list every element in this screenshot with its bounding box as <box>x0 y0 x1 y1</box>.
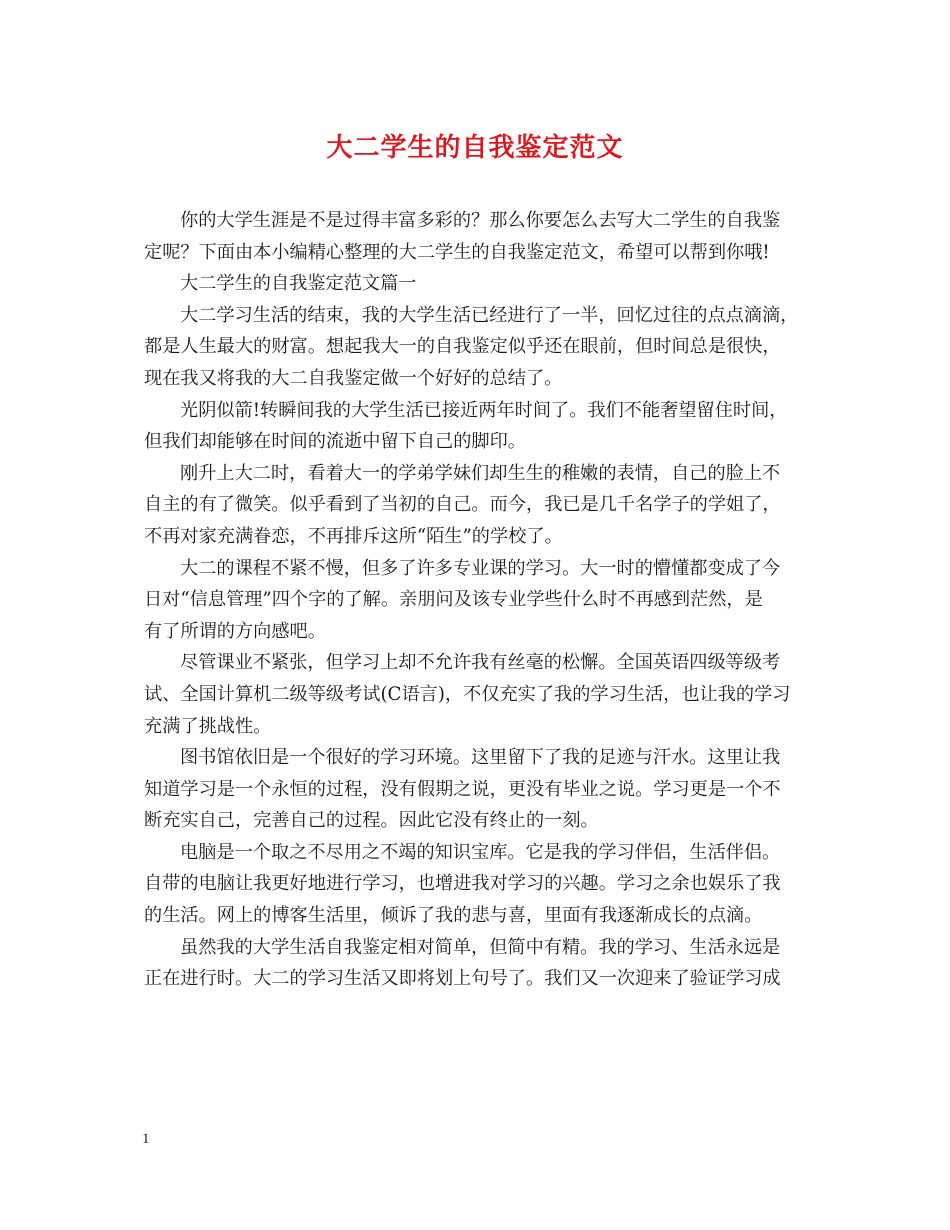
body-text-line: 电脑是一个取之不尽用之不竭的知识宝库。它是我的学习伴侣，生活伴侣。 <box>180 841 781 863</box>
body-text-line: 试、全国计算机二级等级考试(C语言)，不仅充实了我的学习生活，也让我的学习 <box>144 683 791 705</box>
body-text-line: 日对“信息管理”四个字的了解。亲朋问及该专业学些什么时不再感到茫然，是 <box>144 589 763 611</box>
body-text-line: 刚升上大二时，看着大一的学弟学妹们却生生的稚嫩的表情，自己的脸上不 <box>180 462 781 484</box>
document-body <box>144 205 812 995</box>
body-text-line: 图书馆依旧是一个很好的学习环境。这里留下了我的足迹与汗水。这里让我 <box>180 747 781 769</box>
body-text-line: 光阴似箭!转瞬间我的大学生活已接近两年时间了。我们不能奢望留住时间， <box>180 399 788 421</box>
body-text-line: 但我们却能够在时间的流逝中留下自己的脚印。 <box>144 431 526 453</box>
body-text-line: 充满了挑战性。 <box>144 715 272 737</box>
body-text-line: 现在我又将我的大二自我鉴定做一个好好的总结了。 <box>144 367 563 389</box>
body-text-line: 断充实自己，完善自己的过程。因此它没有终止的一刻。 <box>144 810 599 832</box>
body-text-line: 自带的电脑让我更好地进行学习，也增进我对学习的兴趣。学习之余也娱乐了我 <box>144 873 781 895</box>
document-title: 大二学生的自我鉴定范文 <box>326 133 624 163</box>
body-text-line: 尽管课业不紧张，但学习上却不允许我有丝毫的松懈。全国英语四级等级考 <box>180 652 781 674</box>
body-text-line: 你的大学生涯是不是过得丰富多彩的？那么你要怎么去写大二学生的自我鉴 <box>180 210 781 231</box>
body-text-line: 定呢？下面由本小编精心整理的大二学生的自我鉴定范文，希望可以帮到你哦! <box>144 241 770 263</box>
body-text-line: 大二的课程不紧不慢，但多了许多专业课的学习。大一时的懵懂都变成了今 <box>180 557 781 579</box>
body-text-line: 的生活。网上的博客生活里，倾诉了我的悲与喜，里面有我逐渐成长的点滴。 <box>144 905 763 927</box>
body-text-line: 都是人生最大的财富。想起我大一的自我鉴定似乎还在眼前，但时间总是很快， <box>144 336 781 358</box>
body-text-line: 自主的有了微笑。似乎看到了当初的自己。而今，我已是几千名学子的学姐了， <box>144 494 781 516</box>
body-text-line: 大二学生的自我鉴定范文篇一 <box>180 273 417 295</box>
body-text-line: 大二学习生活的结束，我的大学生活已经进行了一半，回忆过往的点点滴滴， <box>180 304 799 326</box>
body-text-line: 知道学习是一个永恒的过程，没有假期之说，更没有毕业之说。学习更是一个不 <box>144 778 781 800</box>
page-number: 1 <box>142 1131 150 1147</box>
body-text-line: 不再对家充满眷恋，不再排斥这所“陌生”的学校了。 <box>144 525 563 547</box>
body-text-line: 有了所谓的方向感吧。 <box>144 620 326 642</box>
body-text-line: 虽然我的大学生活自我鉴定相对简单，但简中有精。我的学习、生活永远是 <box>180 936 781 958</box>
body-text-line: 正在进行时。大二的学习生活又即将划上句号了。我们又一次迎来了验证学习成 <box>144 968 781 990</box>
